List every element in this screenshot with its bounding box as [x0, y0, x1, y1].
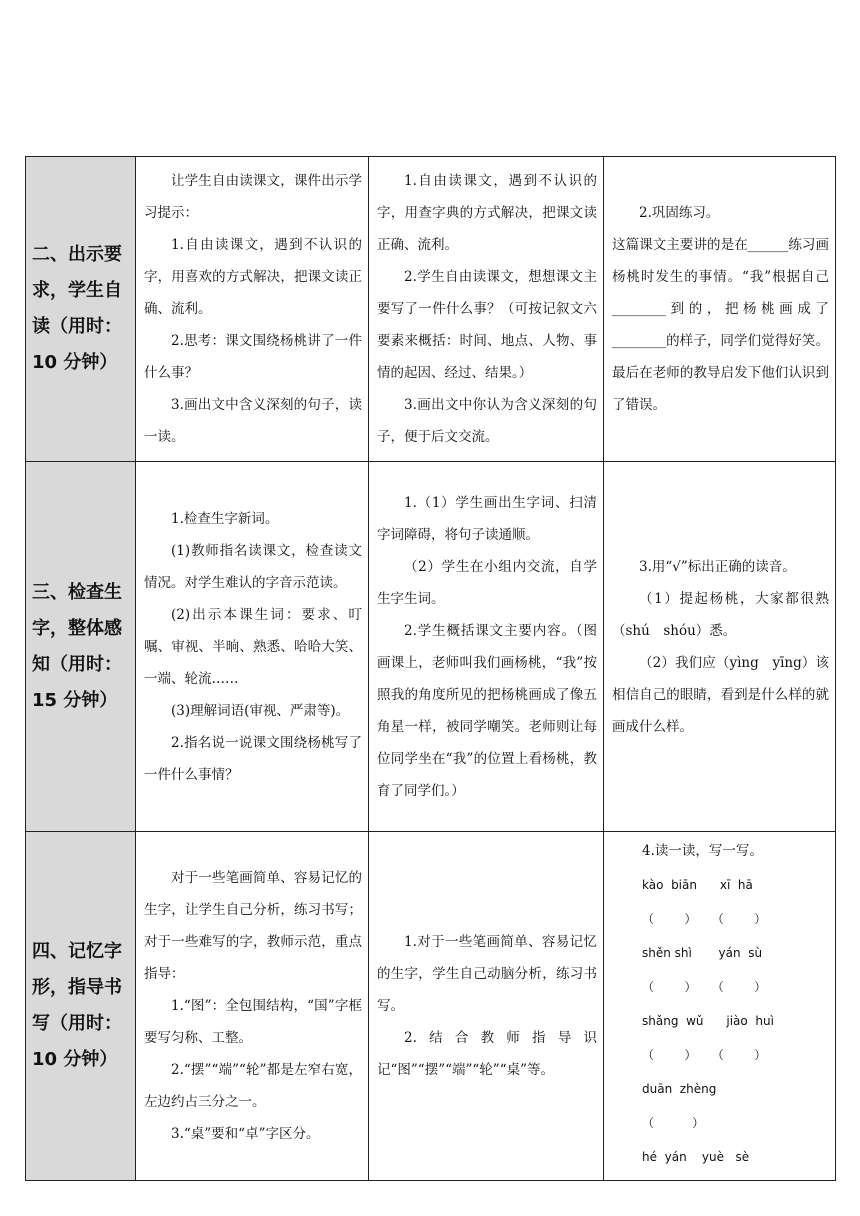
- blank-line: （ ） （ ）: [642, 912, 767, 926]
- pinyin-line: duān zhèng: [642, 1082, 717, 1096]
- teacher-activity-cell: [136, 462, 369, 832]
- teacher-line: 1.“图”：全包围结构，“国”字框要写匀称、工整。: [144, 998, 362, 1046]
- stage-line: 15 分钟）: [32, 689, 118, 711]
- stage-line: 二、出示要: [32, 244, 122, 265]
- lesson-plan-table: [25, 156, 836, 1181]
- student-line: （2）学生在小组内交流，自学生字生词。: [377, 558, 597, 607]
- stage-line: 写（用时：: [32, 1013, 122, 1034]
- teacher-line: 2.“摆”“端”“轮”都是左窄右宽，左边约占三分之一。: [144, 1062, 362, 1110]
- practice-line: （2）我们应（yìng yīng）该相信自己的眼睛，看到是什么样的就画成什么样。: [612, 654, 829, 735]
- student-activity-cell: [369, 832, 604, 1181]
- table-row: [26, 157, 836, 462]
- student-activity-cell: [369, 462, 604, 832]
- stage-cell: [26, 157, 136, 462]
- teacher-line: (3)理解词语(审视、严肃等)。: [171, 702, 350, 719]
- blank-line: （ ）: [642, 1116, 705, 1130]
- teacher-line: 2.指名说一说课文围绕杨桃写了一件什么事情？: [144, 734, 362, 783]
- student-line: 2.学生自由读课文，想想课文主要写了一件什么事？（可按记叙文六要素来概括：时间、地点、人物、事情的起因、经过、结果。）: [377, 269, 597, 381]
- stage-cell: [26, 832, 136, 1181]
- stage-line: 知（用时：: [32, 653, 122, 675]
- pinyin-line: shěn shì yán sù: [642, 946, 763, 960]
- pinyin-line: hé yán yuè sè: [642, 1150, 750, 1164]
- stage-line: 三、检查生: [32, 581, 122, 603]
- pinyin-line: shǎng wǔ jiào huì: [642, 1014, 774, 1028]
- teacher-line: 3.画出文中含义深刻的句子，读一读。: [144, 397, 362, 445]
- practice-line: 2.巩固练习。: [639, 205, 720, 221]
- table-row: [26, 462, 836, 832]
- practice-cell: [604, 832, 836, 1181]
- practice-line: 3.用“√”标出正确的读音。: [639, 558, 796, 575]
- practice-line: 4.读一读，写一写。: [642, 843, 763, 859]
- teacher-line: 对于一些笔画简单、容易记忆的生字，让学生自己分析，练习书写；对于一些难写的字，教师示范，重点指导：: [144, 870, 362, 982]
- blank-line: （ ） （ ）: [642, 1048, 767, 1062]
- student-line: 1.（1）学生画出生字词、扫清字词障碍，将句子读通顺。: [377, 494, 597, 543]
- teacher-line: 1.自由读课文，遇到不认识的字，用喜欢的方式解决，把课文读正确、流利。: [144, 237, 362, 317]
- teacher-activity-cell: [136, 157, 369, 462]
- teacher-line: 让学生自由读课文，课件出示学习提示：: [144, 173, 362, 221]
- teacher-activity-cell: [136, 832, 369, 1181]
- teacher-line: 3.“桌”要和“卓”字区分。: [171, 1126, 320, 1142]
- pinyin-line: kào biān xī hā: [642, 878, 753, 892]
- practice-cell: [604, 157, 836, 462]
- teacher-line: (2)出示本课生词：要求、叮嘱、审视、半晌、熟悉、哈哈大笑、一端、轮流……: [144, 606, 362, 687]
- stage-line: 10 分钟）: [32, 1049, 118, 1070]
- practice-line: 这篇课文主要讲的是在______练习画杨桃时发生的事情。“我”根据自己________到的，把杨桃画成了________的样子，同学们觉得好笑。最后在老师的教导启发下他们认识到了错误。: [612, 237, 829, 413]
- stage-cell: [26, 462, 136, 832]
- practice-line: （1）提起杨桃，大家都很熟（shú shóu）悉。: [612, 590, 829, 639]
- teacher-line: 2.思考：课文围绕杨桃讲了一件什么事？: [144, 333, 362, 381]
- stage-line: 形，指导书: [32, 977, 122, 998]
- student-activity-cell: [369, 157, 604, 462]
- table-row: [26, 832, 836, 1181]
- student-line: 2.结合教师指导识记“图”“摆”“端”“轮”“桌”等。: [377, 1030, 597, 1078]
- stage-line: 四、记忆字: [32, 941, 122, 962]
- student-line: 1.自由读课文，遇到不认识的字，用查字典的方式解决，把课文读正确、流利。: [377, 173, 597, 253]
- student-line: 2.学生概括课文主要内容。（图画课上，老师叫我们画杨桃，“我”按照我的角度所见的把杨桃画成了像五角星一样，被同学嘲笑。老师则让每位同学坐在“我”的位置上看杨桃，教育了同学们。）: [377, 622, 597, 799]
- practice-cell: [604, 462, 836, 832]
- teacher-line: 1.检查生字新词。: [171, 510, 279, 527]
- blank-line: （ ） （ ）: [642, 980, 767, 994]
- student-line: 3.画出文中你认为含义深刻的句子，便于后文交流。: [377, 397, 597, 445]
- stage-line: 字，整体感: [32, 617, 122, 639]
- stage-line: 10 分钟）: [32, 352, 118, 373]
- stage-line: 求，学生自: [32, 280, 122, 301]
- teacher-line: (1)教师指名读课文，检查读文情况。对学生难认的字音示范读。: [144, 542, 362, 591]
- student-line: 1.对于一些笔画简单、容易记忆的生字，学生自己动脑分析，练习书写。: [377, 934, 597, 1014]
- stage-line: 读（用时：: [32, 316, 122, 337]
